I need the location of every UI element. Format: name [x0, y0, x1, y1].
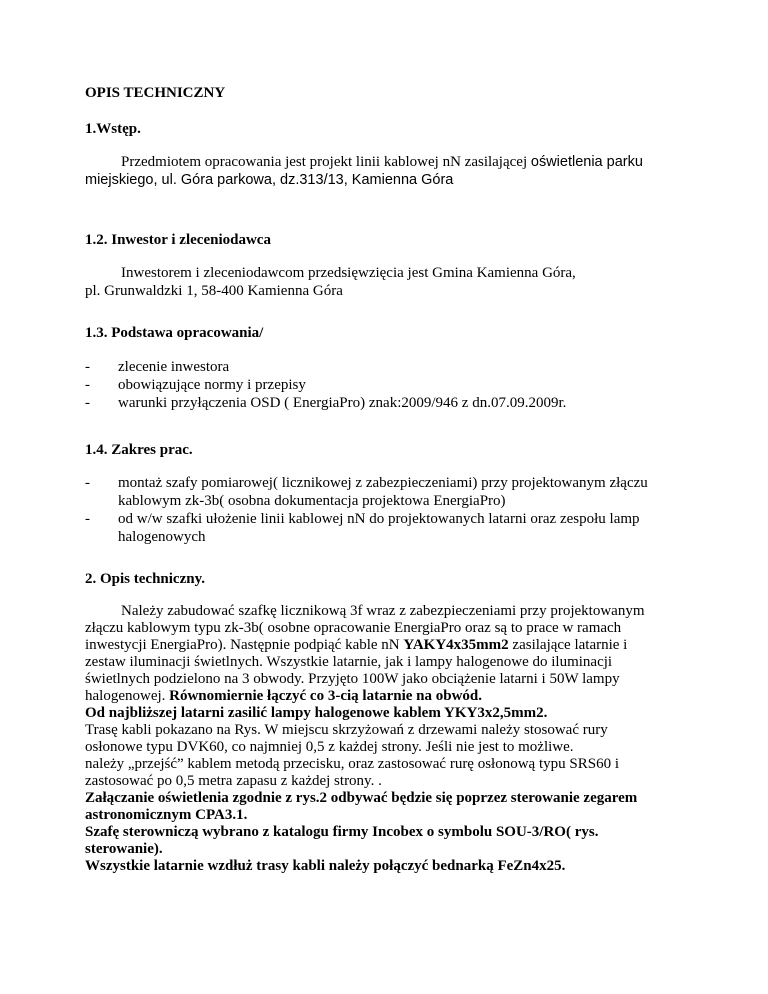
- text-run: halogenowej.: [85, 688, 170, 704]
- list-bullet: -: [85, 377, 90, 393]
- section-2-line: Załączanie oświetlenia zgodnie z rys.2 odbywać będzie się poprzez sterowanie zegarem: [85, 790, 638, 806]
- section-12-line-1: Inwestorem i zleceniodawcom przedsięwzięcia jest Gmina Kamienna Góra,: [121, 265, 576, 281]
- section-13-heading: 1.3. Podstawa opracowania/: [85, 325, 264, 341]
- list-item-line: halogenowych: [118, 529, 206, 545]
- section-2-line: [85, 637, 685, 654]
- document-title: OPIS TECHNICZNY: [85, 85, 226, 101]
- section-2-line: astronomicznym CPA3.1.: [85, 807, 248, 823]
- list-bullet: -: [85, 511, 90, 527]
- list-item-line: kablowym zk-3b( osobna dokumentacja projektowa EnergiaPro): [118, 493, 506, 509]
- text-run: inwestycji EnergiaPro). Następnie podpiąć kable nN: [85, 637, 404, 653]
- section-1-line-2: miejskiego, ul. Góra parkowa, dz.313/13, Kamienna Góra: [85, 172, 454, 188]
- section-2-line: Wszystkie latarnie wzdłuż trasy kabli należy połączyć bednarką FeZn4x25.: [85, 858, 566, 874]
- section-2-line: należy „przejść” kablem metodą przecisku, oraz zastosować rurę osłonową typu SRS60 i: [85, 756, 619, 772]
- section-2-line: świetlnych podzielono na 3 obwody. Przyjęto 100W jako obciążenie latarni i 50W lampy: [85, 671, 620, 687]
- list-item: obowiązujące normy i przepisy: [118, 377, 306, 393]
- section-2-line: zestaw iluminacji świetlnych. Wszystkie latarnie, jak i lampy halogenowe do iluminacji: [85, 654, 613, 670]
- section-1-heading: 1.Wstęp.: [85, 121, 141, 137]
- cable-type-bold: YAKY4x35mm2: [403, 637, 509, 653]
- list-item: warunki przyłączenia OSD ( EnergiaPro) znak:2009/946 z dn.07.09.2009r.: [118, 395, 567, 411]
- section-2-body: [85, 603, 685, 875]
- list-item-line: montaż szafy pomiarowej( licznikowej z zabezpieczeniami) przy projektowanym złączu: [118, 475, 648, 491]
- section-12-heading: 1.2. Inwestor i zleceniodawca: [85, 232, 271, 248]
- section-1-text-sans: oświetlenia parku: [530, 154, 643, 170]
- list-bullet: -: [85, 359, 90, 375]
- section-2-line: zastosować po 0,5 metra zapasu z każdej strony. .: [85, 773, 382, 789]
- section-1-line-1: [121, 154, 643, 171]
- bold-text: Równomiernie łączyć co 3-cią latarnie na obwód.: [169, 688, 483, 704]
- section-2-line: osłonowe typu DVK60, co najmniej 0,5 z każdej strony. Jeśli nie jest to możliwe.: [85, 739, 574, 755]
- section-2-heading: 2. Opis techniczny.: [85, 571, 206, 587]
- list-item: zlecenie inwestora: [118, 359, 230, 375]
- list-bullet: -: [85, 395, 90, 411]
- section-2-line: [85, 688, 685, 705]
- section-12-line-2: pl. Grunwaldzki 1, 58-400 Kamienna Góra: [85, 283, 343, 299]
- list-item-line: od w/w szafki ułożenie linii kablowej nN do projektowanych latarni oraz zespołu lamp: [118, 511, 640, 527]
- section-2-line: Szafę sterowniczą wybrano z katalogu firmy Incobex o symbolu SOU-3/RO( rys.: [85, 824, 599, 840]
- section-2-line: Od najbliższej latarni zasilić lampy halogenowe kablem YKY3x2,5mm2.: [85, 705, 548, 721]
- section-2-line: sterowanie).: [85, 841, 163, 857]
- section-2-line: złączu kablowym typu zk-3b( osobne opracowanie EnergiaPro oraz są to prace w ramach: [85, 620, 622, 636]
- section-1-text-serif: Przedmiotem opracowania jest projekt linii kablowej nN zasilającej: [121, 154, 531, 170]
- text-run: zasilające latarnie i: [508, 637, 628, 653]
- list-bullet: -: [85, 475, 90, 491]
- section-2-line: Trasę kabli pokazano na Rys. W miejscu skrzyżowań z drzewami należy stosować rury: [85, 722, 608, 738]
- section-2-line: Należy zabudować szafkę licznikową 3f wraz z zabezpieczeniami przy projektowanym: [121, 603, 645, 619]
- section-14-heading: 1.4. Zakres prac.: [85, 442, 193, 458]
